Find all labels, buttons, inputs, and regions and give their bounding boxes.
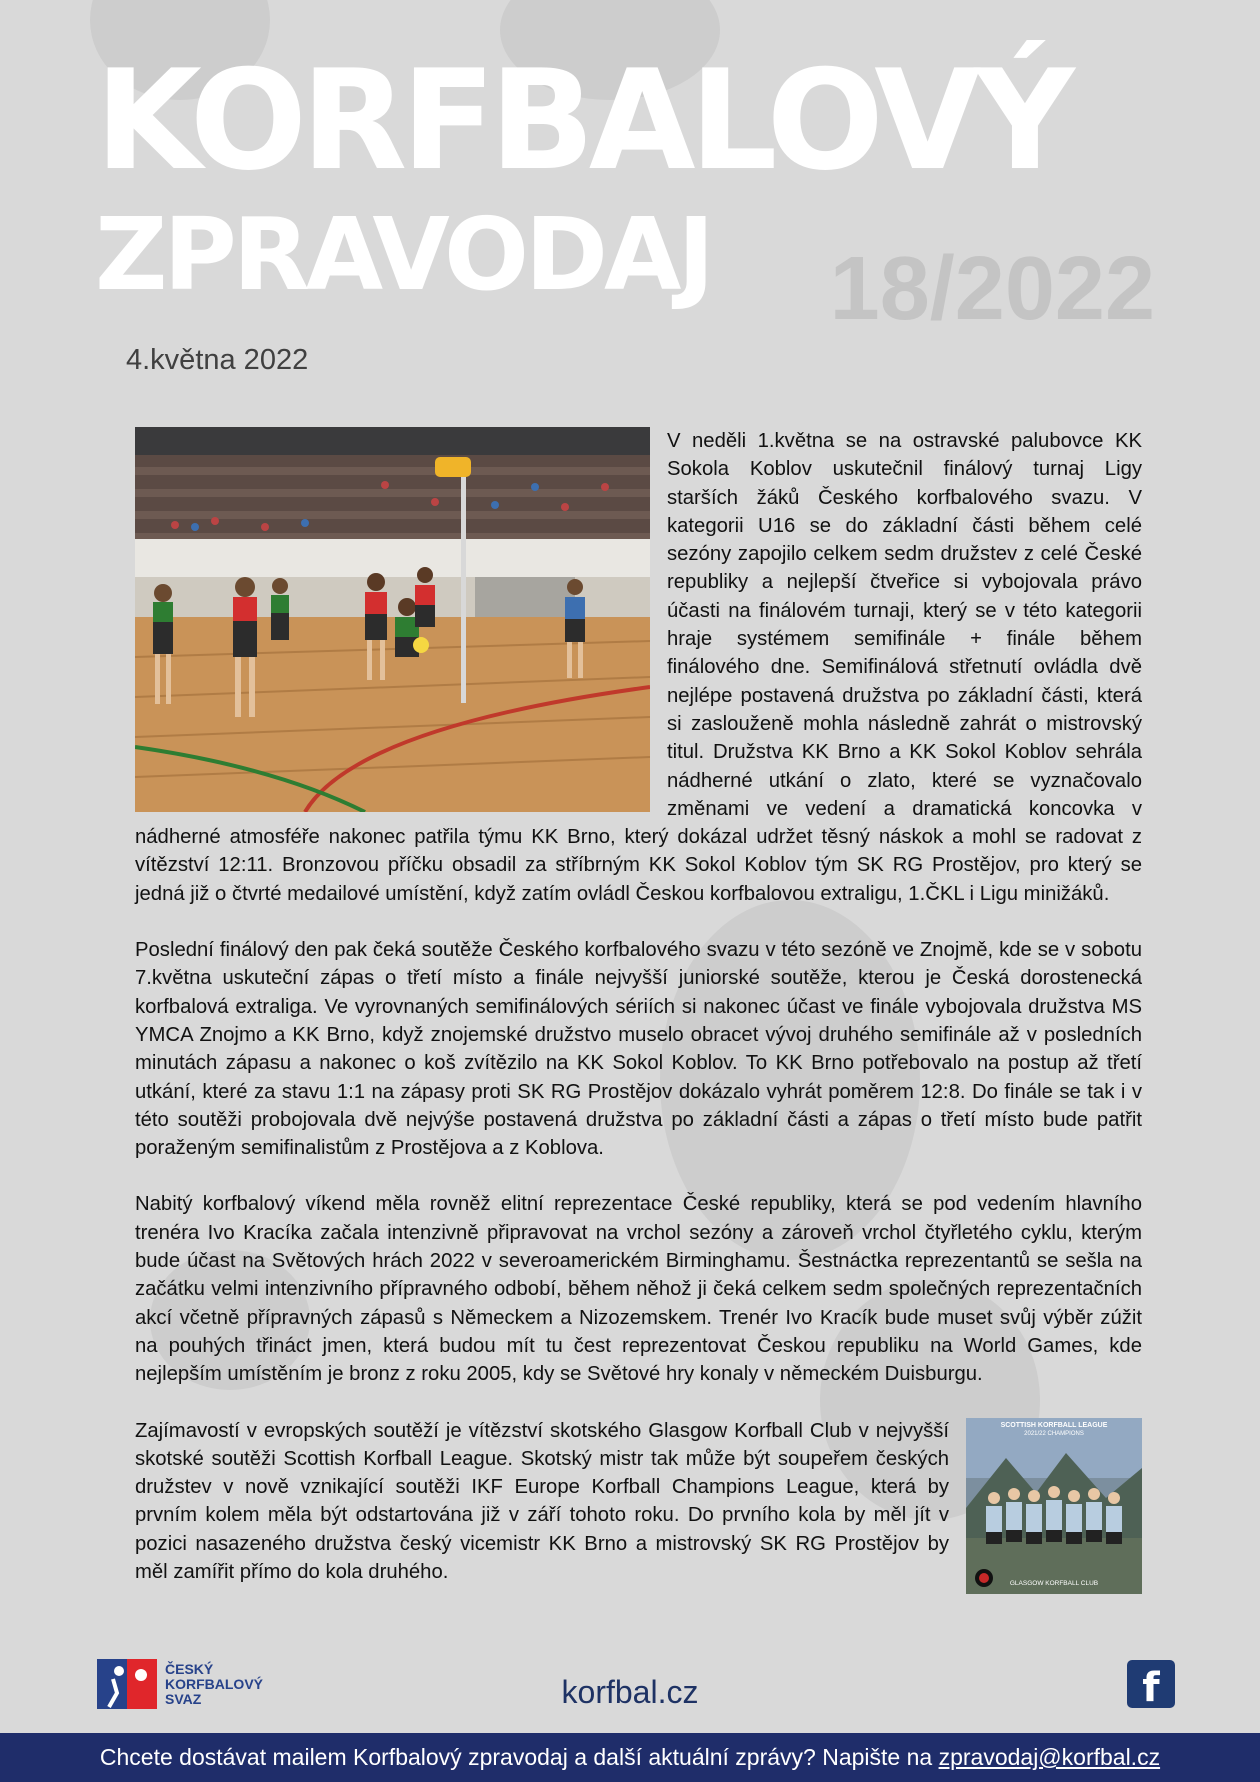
issue-date: 4.května 2022 [126,344,309,376]
masthead-title: KORFBALOVÝ [95,40,1069,201]
subscribe-text: Chcete dostávat mailem Korfbalový zpravodaj a další aktuální zprávy? Napište na [99,1744,939,1770]
facebook-icon[interactable]: f [1127,1660,1175,1708]
website-link[interactable]: korfbal.cz [561,1674,699,1710]
issue-number: 18/2022 [829,239,1155,339]
subscribe-bar [0,1733,1260,1782]
side-photo-caption-sub: 2021/22 CHAMPIONS [1024,1430,1084,1437]
article-paragraph: Poslední finálový den pak čeká soutěže Českého korfbalového svazu v této sezóně ve Znojmě, kde se v sobotu 7.května uskuteční zápas o třetí místo a finále nejvyšší juniorské soutěže, kterou je Česká dorostenecká korfbalová extraliga. Ve vyrovnaných semifinálových sériích si nakonec účast ve finále vybojovala družstva MS YMCA Znojmo a KK Brno, když znojemské družstvo muselo obracet vývoj druhého semifinále až v posledních minutách zápasu a nakonec o koš zvítězilo na KK Sokol Koblov. To KK Brno potřebovalo na postup až třetí utkání, které za stavu 1:1 na zápasy proti SK RG Prostějov dokázalo vyhrát poměrem 12:8. Do finále se tak i v této soutěži probojovala dvě nejvýše postavená družstva po základní části a zápas o třetí místo bude patřit poraženým semifinalistům z Prostějova a z Koblova. [135,939,1142,1160]
article-paragraph: Nabitý korfbalový víkend měla rovněž elitní reprezentace České republiky, která se pod vedením hlavního trenéra Ivo Kracíka začala intenzivně připravovat na vrchol sezóny a zároveň vrchol čtyřletého cyklu, kterým bude účast na Světových hrách 2022 v severoamerickém Birminghamu. Šestnáctka reprezentantů se sešla na začátku velmi intenzivního přípravného odbobí, během něhož ji čeká celkem sedm společných reprezentačních akcí včetně přípravných zápasů s Německem a Nizozemskem. Trenér Ivo Kracík bude muset svůj výběr zúžit na pouhých třináct jmen, která budou mít tu čest reprezentovat Českou republiku na World Games, kde nejlepším umístěním je bronz z roku 2005, kdy se Světové hry konaly v německém Duisburgu. [135,1193,1142,1386]
side-photo-caption-top: SCOTTISH KORFBALL LEAGUE [1000,1421,1108,1429]
article-paragraph: Zajímavostí v evropských soutěží je vítězství skotského Glasgow Korfball Club v nejvyšší skotské soutěži Scottish Korfball League. Skotský mistr tak může být soupeřem českých družstev v nově vznikající soutěži IKF Europe Korfball Champions League, která by prvním kolem měla být odstartována již v září tohoto roku. Do prvního kola by měl jít v pozici nasazeného družstva český vicemistr KK Brno a mistrovský SK RG Prostějov by měl zamířit přímo do kola druhého. [135,1419,949,1583]
side-photo-caption-bottom: GLASGOW KORFBALL CLUB [1009,1579,1099,1587]
subscribe-email-link[interactable]: zpravodaj@korfbal.cz [938,1744,1161,1770]
article-body [135,427,1142,1598]
korfball-match-photo [135,427,650,812]
masthead-subtitle: ZPRAVODAJ [95,196,711,313]
article-paragraph: V neděli 1.května se na ostravské palubovce KK Sokola Koblov uskutečnil finálový turnaj Ligy starších žáků Českého korfbalového svazu. V kategorii U16 se do základní části během celé sezóny zapojilo celkem sedm družstev z celé České republiky a nejlepší čtveřice si vybojovala právo účasti na finálovém turnaji, který se v této kategorii hraje systémem semifinále + finále během finálového dne. Semifinálová střetnutí ovládla dvě nejlépe postavená družstva po základní části, která si zaslouženě mohla následně zahrát o mistrovský titul. Družstva KK Brno a KK Sokol Koblov sehrála nádherné utkání o zlato, které se vyznačovalo změnami ve vedení a dramatická koncovka v nádherné atmosféře nakonec patřila týmu KK Brno, který dokázal udržet těsný náskok a mohl se radovat z vítězství 12:11. Bronzovou příčku obsadil za stříbrným KK Sokol Koblov tým SK RG Prostějov, pro který se jedná již o čtvrté medailové umístění, když zatím ovládl Českou korfbalovou extraligu, 1.ČKL i Ligu minižáků. [135,430,1142,905]
logo-text: ČESKÝ KORFBALOVÝ SVAZ [165,1660,263,1707]
glasgow-champions-photo [966,1418,1142,1594]
